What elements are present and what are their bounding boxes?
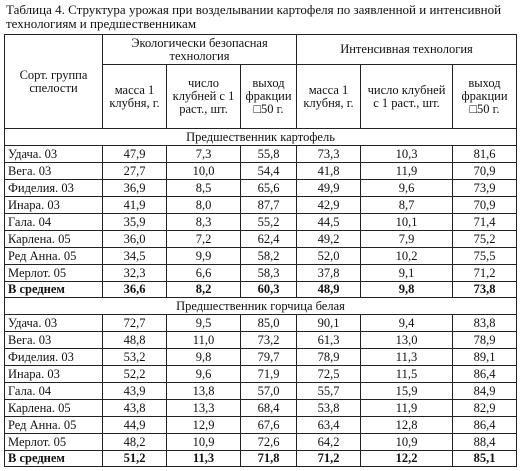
section-title: Предшественник горчица белая bbox=[5, 298, 517, 315]
value-cell: 73,3 bbox=[297, 146, 361, 163]
value-cell: 8,7 bbox=[361, 197, 453, 214]
value-cell: 8,3 bbox=[167, 214, 241, 231]
variety-name: Карлена. 05 bbox=[5, 400, 103, 417]
value-cell: 7,3 bbox=[167, 146, 241, 163]
table-row bbox=[5, 163, 517, 180]
value-cell: 73,2 bbox=[241, 332, 297, 349]
value-cell: 44,9 bbox=[103, 417, 167, 434]
value-cell: 48,2 bbox=[103, 434, 167, 451]
variety-name: Мерлот. 05 bbox=[5, 434, 103, 451]
value-cell: 63,4 bbox=[297, 417, 361, 434]
variety-name: Мерлот. 05 bbox=[5, 265, 103, 282]
table-row bbox=[5, 332, 517, 349]
value-cell: 7,2 bbox=[167, 231, 241, 248]
value-cell: 9,6 bbox=[361, 180, 453, 197]
value-cell: 11,9 bbox=[361, 163, 453, 180]
value-cell: 47,9 bbox=[103, 146, 167, 163]
value-cell: 10,1 bbox=[361, 214, 453, 231]
average-row bbox=[5, 282, 517, 298]
value-cell: 72,5 bbox=[297, 366, 361, 383]
table-row bbox=[5, 214, 517, 231]
value-cell: 9,9 bbox=[167, 248, 241, 265]
value-cell: 70,9 bbox=[453, 197, 517, 214]
variety-name: Ред Анна. 05 bbox=[5, 417, 103, 434]
table-row bbox=[5, 315, 517, 332]
value-cell: 81,6 bbox=[453, 146, 517, 163]
variety-name: Карлена. 05 bbox=[5, 231, 103, 248]
table-caption: Таблица 4. Структура урожая при возделывании картофеля по заявленной и интенсивной технологиям и предшественникам bbox=[6, 2, 502, 31]
section-title: Предшественник картофель bbox=[5, 129, 517, 146]
value-cell: 65,6 bbox=[241, 180, 297, 197]
variety-name: Инара. 03 bbox=[5, 197, 103, 214]
value-cell: 79,7 bbox=[241, 349, 297, 366]
value-cell: 7,9 bbox=[361, 231, 453, 248]
value-cell: 36,0 bbox=[103, 231, 167, 248]
value-cell: 55,8 bbox=[241, 146, 297, 163]
value-cell: 54,4 bbox=[241, 163, 297, 180]
header-mass-1: масса 1 клубня, г. bbox=[103, 65, 167, 129]
table-row bbox=[5, 400, 517, 417]
variety-name: Вега. 03 bbox=[5, 163, 103, 180]
value-cell: 85,0 bbox=[241, 315, 297, 332]
value-cell: 71,2 bbox=[297, 451, 361, 467]
value-cell: 67,6 bbox=[241, 417, 297, 434]
variety-name: Ред Анна. 05 bbox=[5, 248, 103, 265]
variety-name: Фиделия. 03 bbox=[5, 349, 103, 366]
value-cell: 71,8 bbox=[241, 451, 297, 467]
value-cell: 15,9 bbox=[361, 383, 453, 400]
table-row bbox=[5, 197, 517, 214]
header-intensive-technology: Интенсивная технология bbox=[297, 35, 517, 65]
value-cell: 60,3 bbox=[241, 282, 297, 298]
value-cell: 72,7 bbox=[103, 315, 167, 332]
table-body bbox=[5, 129, 517, 467]
value-cell: 10,3 bbox=[361, 146, 453, 163]
value-cell: 8,0 bbox=[167, 197, 241, 214]
value-cell: 85,1 bbox=[453, 451, 517, 467]
header-eco-technology: Экологически безопасная технология bbox=[103, 35, 297, 65]
variety-name: Удача. 03 bbox=[5, 146, 103, 163]
table-row bbox=[5, 248, 517, 265]
variety-name: Фиделия. 03 bbox=[5, 180, 103, 197]
value-cell: 90,1 bbox=[297, 315, 361, 332]
yield-structure-table bbox=[4, 34, 517, 467]
value-cell: 53,8 bbox=[297, 400, 361, 417]
value-cell: 58,2 bbox=[241, 248, 297, 265]
value-cell: 9,4 bbox=[361, 315, 453, 332]
value-cell: 68,4 bbox=[241, 400, 297, 417]
value-cell: 11,3 bbox=[361, 349, 453, 366]
table-row bbox=[5, 383, 517, 400]
value-cell: 11,5 bbox=[361, 366, 453, 383]
value-cell: 32,3 bbox=[103, 265, 167, 282]
variety-name: Гала. 04 bbox=[5, 383, 103, 400]
variety-name: Вега. 03 bbox=[5, 332, 103, 349]
variety-name: Удача. 03 bbox=[5, 315, 103, 332]
section-header-row bbox=[5, 129, 517, 146]
value-cell: 82,9 bbox=[453, 400, 517, 417]
value-cell: 36,9 bbox=[103, 180, 167, 197]
header-count-2: число клубней с 1 раст., шт. bbox=[361, 65, 453, 129]
value-cell: 70,9 bbox=[453, 163, 517, 180]
value-cell: 55,2 bbox=[241, 214, 297, 231]
value-cell: 73,8 bbox=[453, 282, 517, 298]
section-header-row bbox=[5, 298, 517, 315]
value-cell: 86,4 bbox=[453, 417, 517, 434]
value-cell: 55,7 bbox=[297, 383, 361, 400]
value-cell: 41,8 bbox=[297, 163, 361, 180]
value-cell: 10,9 bbox=[167, 434, 241, 451]
value-cell: 12,9 bbox=[167, 417, 241, 434]
value-cell: 9,8 bbox=[167, 349, 241, 366]
value-cell: 86,4 bbox=[453, 366, 517, 383]
value-cell: 9,5 bbox=[167, 315, 241, 332]
value-cell: 11,9 bbox=[361, 400, 453, 417]
value-cell: 89,1 bbox=[453, 349, 517, 366]
value-cell: 10,2 bbox=[361, 248, 453, 265]
value-cell: 44,5 bbox=[297, 214, 361, 231]
value-cell: 9,1 bbox=[361, 265, 453, 282]
table-row bbox=[5, 349, 517, 366]
value-cell: 83,8 bbox=[453, 315, 517, 332]
value-cell: 75,5 bbox=[453, 248, 517, 265]
value-cell: 49,9 bbox=[297, 180, 361, 197]
value-cell: 13,8 bbox=[167, 383, 241, 400]
header-yield-2: выход фракции □50 г. bbox=[453, 65, 517, 129]
table-row bbox=[5, 146, 517, 163]
value-cell: 78,9 bbox=[453, 332, 517, 349]
header-yield-1: выход фракции □50 г. bbox=[241, 65, 297, 129]
variety-name: Гала. 04 bbox=[5, 214, 103, 231]
value-cell: 34,5 bbox=[103, 248, 167, 265]
table-row bbox=[5, 180, 517, 197]
header-mass-2: масса 1 клубня, г. bbox=[297, 65, 361, 129]
value-cell: 61,3 bbox=[297, 332, 361, 349]
value-cell: 72,6 bbox=[241, 434, 297, 451]
value-cell: 10,0 bbox=[167, 163, 241, 180]
table-row bbox=[5, 231, 517, 248]
value-cell: 52,0 bbox=[297, 248, 361, 265]
value-cell: 62,4 bbox=[241, 231, 297, 248]
value-cell: 71,4 bbox=[453, 214, 517, 231]
value-cell: 9,8 bbox=[361, 282, 453, 298]
value-cell: 49,2 bbox=[297, 231, 361, 248]
variety-name: В среднем bbox=[5, 451, 103, 467]
value-cell: 53,2 bbox=[103, 349, 167, 366]
value-cell: 57,0 bbox=[241, 383, 297, 400]
value-cell: 8,2 bbox=[167, 282, 241, 298]
value-cell: 64,2 bbox=[297, 434, 361, 451]
header-sort-group: Сорт. группа спелости bbox=[5, 35, 103, 129]
value-cell: 11,3 bbox=[167, 451, 241, 467]
value-cell: 87,7 bbox=[241, 197, 297, 214]
value-cell: 48,9 bbox=[297, 282, 361, 298]
value-cell: 27,7 bbox=[103, 163, 167, 180]
value-cell: 8,5 bbox=[167, 180, 241, 197]
value-cell: 43,9 bbox=[103, 383, 167, 400]
value-cell: 9,6 bbox=[167, 366, 241, 383]
value-cell: 84,9 bbox=[453, 383, 517, 400]
value-cell: 13,3 bbox=[167, 400, 241, 417]
value-cell: 10,9 bbox=[361, 434, 453, 451]
value-cell: 75,2 bbox=[453, 231, 517, 248]
value-cell: 35,9 bbox=[103, 214, 167, 231]
value-cell: 73,9 bbox=[453, 180, 517, 197]
value-cell: 43,8 bbox=[103, 400, 167, 417]
value-cell: 88,4 bbox=[453, 434, 517, 451]
value-cell: 48,8 bbox=[103, 332, 167, 349]
value-cell: 12,2 bbox=[361, 451, 453, 467]
value-cell: 58,3 bbox=[241, 265, 297, 282]
table-row bbox=[5, 434, 517, 451]
value-cell: 13,0 bbox=[361, 332, 453, 349]
value-cell: 12,8 bbox=[361, 417, 453, 434]
value-cell: 11,0 bbox=[167, 332, 241, 349]
value-cell: 42,9 bbox=[297, 197, 361, 214]
value-cell: 52,2 bbox=[103, 366, 167, 383]
variety-name: В среднем bbox=[5, 282, 103, 298]
variety-name: Инара. 03 bbox=[5, 366, 103, 383]
table-row bbox=[5, 366, 517, 383]
header-count-1: число клубней с 1 раст., шт. bbox=[167, 65, 241, 129]
value-cell: 78,9 bbox=[297, 349, 361, 366]
average-row bbox=[5, 451, 517, 467]
value-cell: 51,2 bbox=[103, 451, 167, 467]
value-cell: 36,6 bbox=[103, 282, 167, 298]
value-cell: 71,9 bbox=[241, 366, 297, 383]
value-cell: 71,2 bbox=[453, 265, 517, 282]
table-row bbox=[5, 265, 517, 282]
value-cell: 6,6 bbox=[167, 265, 241, 282]
table-row bbox=[5, 417, 517, 434]
value-cell: 41,9 bbox=[103, 197, 167, 214]
value-cell: 37,8 bbox=[297, 265, 361, 282]
